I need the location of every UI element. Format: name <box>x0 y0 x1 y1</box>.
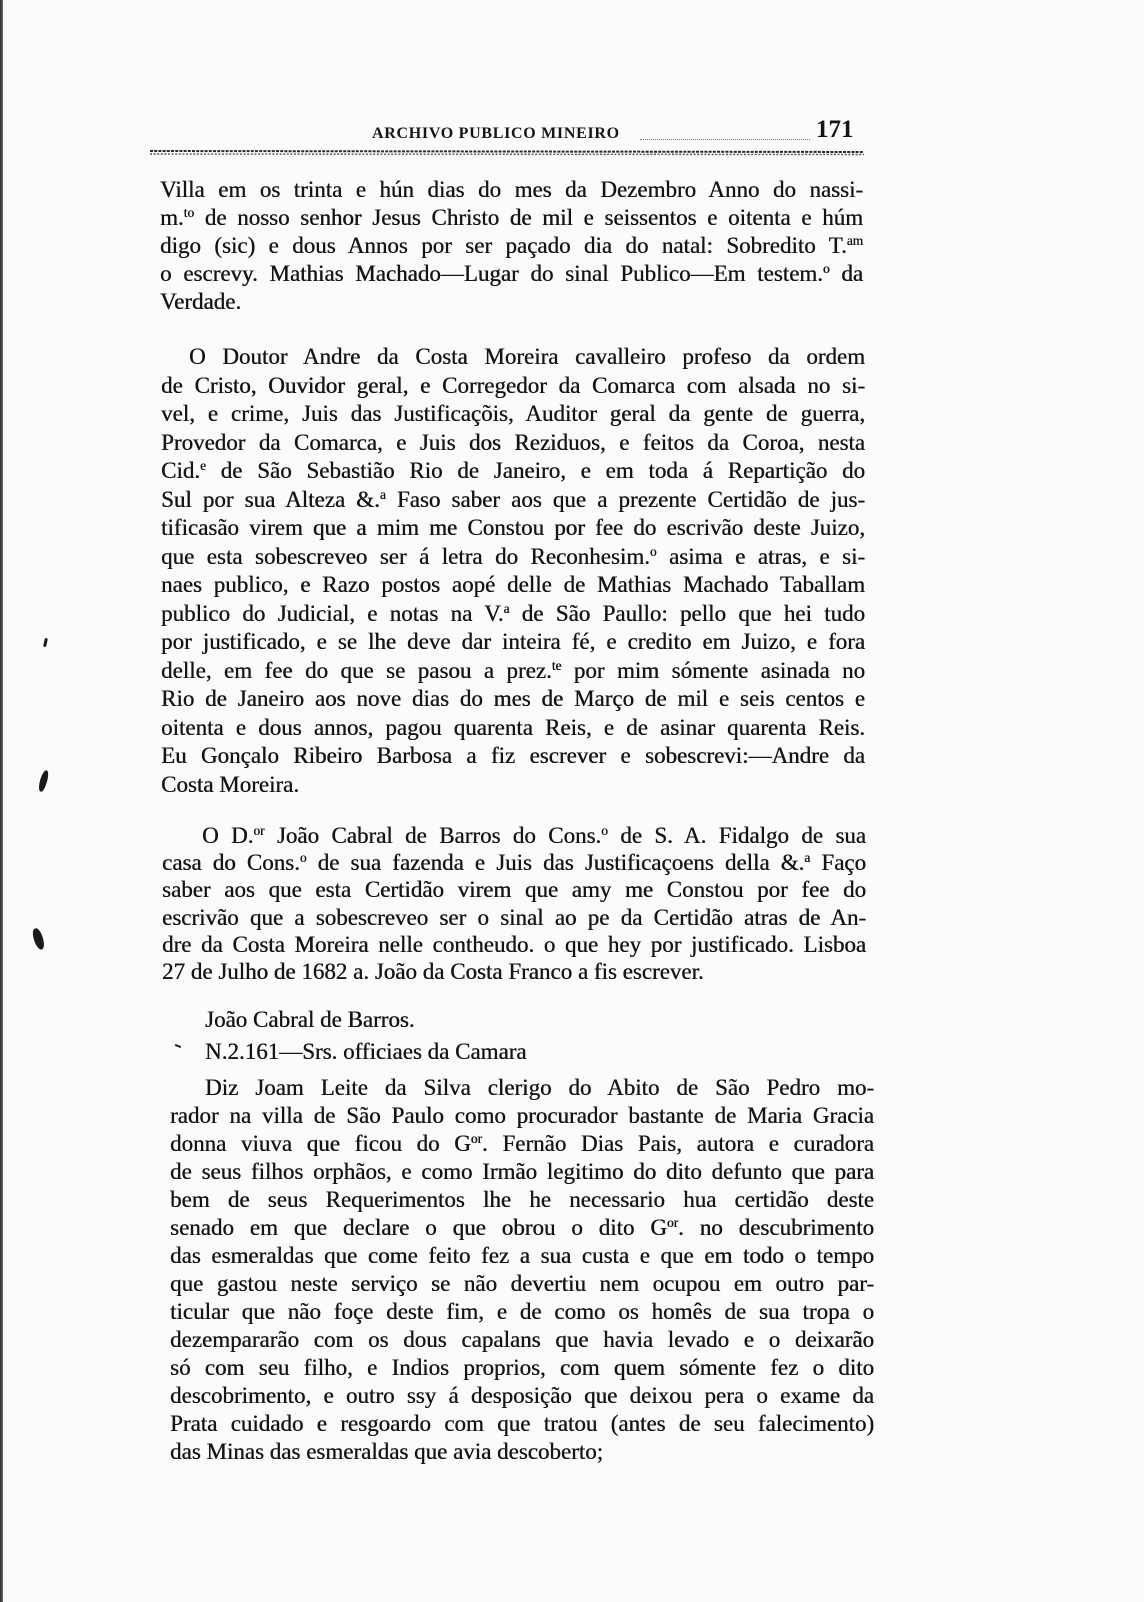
text-line: bem de seus Requerimentos lhe he necessario hua certidão deste <box>170 1187 874 1212</box>
text-line: Verdade. <box>160 289 242 314</box>
text-line: de seus filhos orphãos, e como Irmão legitimo do dito defunto que para <box>170 1159 874 1184</box>
margin-ink-mark <box>31 927 47 951</box>
text-line: só com seu filho, e Indios proprios, com quem sómente fez o dito <box>170 1355 874 1380</box>
margin-ink-mark <box>37 769 50 792</box>
text-line: Provedor da Comarca, e Juis dos Reziduos, e feitos da Coroa, nesta <box>161 429 865 455</box>
text-line: por justificado, e se lhe deve dar inteira fé, e credito em Juizo, e fora <box>161 629 865 654</box>
text-line: Cid.$^e$ de São Sebastião Rio de Janeiro, e em toda á Repartição do <box>161 458 865 483</box>
superscript-abbreviation: e <box>199 458 206 473</box>
text-line: Diz Joam Leite da Silva clerigo do Abito de São Pedro mo- <box>205 1075 874 1100</box>
text-line: o escrevy. Mathias Machado—Lugar do sinal Publico—Em testem.$^o$ da <box>160 261 863 286</box>
document-entry-heading: N.2.161—Srs. officiaes da Camara <box>205 1039 527 1064</box>
margin-dash-mark <box>175 1044 181 1048</box>
text-line: que gastou neste serviço se não devertiu nem ocupou em outro par- <box>170 1271 874 1296</box>
text-line: oitenta e dous annos, pagou quarenta Reis, e de asinar quarenta Reis. <box>161 714 865 740</box>
superscript-abbreviation: to <box>183 205 195 220</box>
margin-ink-mark <box>43 638 48 647</box>
dotted-leader <box>640 139 810 140</box>
text-line: Eu Gonçalo Ribeiro Barbosa a fiz escrever e sobescrevi:—Andre da <box>161 743 865 768</box>
text-line: dezempararão com os dous capalans que havia levado e o deixarão <box>170 1327 874 1352</box>
text-line: saber aos que esta Certidão virem que amy me Constou por fee do <box>162 877 866 903</box>
text-line: que esta sobescreveo ser á letra do Reconhesim.$^o$ asima e atras, e si- <box>161 543 865 569</box>
paragraph-joao-cabral-de-barros <box>162 822 866 985</box>
running-header-title: ARCHIVO PUBLICO MINEIRO <box>372 125 620 142</box>
text-line: Costa Moreira. <box>161 771 299 797</box>
superscript-abbreviation: te <box>551 657 562 673</box>
superscript-abbreviation: or <box>666 1215 679 1230</box>
text-line: Prata cuidado e resgoardo com que tratou (antes de seu falecimento) <box>170 1411 874 1436</box>
text-line: tificasão virem que a mim me Constou por fee do escrivão deste Juizo, <box>161 515 865 540</box>
text-line: O D.$^{or}$ João Cabral de Barros do Cons.$^o$ de S. A. Fidalgo de sua <box>202 823 866 848</box>
text-line: descobrimento, e outro ssy á desposição que deixou pera o exame da <box>170 1383 874 1408</box>
header-rule <box>150 148 864 158</box>
text-line: ticular que não foçe deste fim, e de como os homês de sua tropa o <box>170 1299 874 1324</box>
page-number: 171 <box>816 116 854 143</box>
text-line: Rio de Janeiro aos nove dias do mes de Março de mil e seis centos e <box>161 686 865 711</box>
superscript-abbreviation: a <box>804 850 811 866</box>
signature-line: João Cabral de Barros. <box>205 1007 415 1032</box>
text-line: 27 de Julho de 1682 a. João da Costa Franco a fis escrever. <box>162 959 704 985</box>
superscript-abbreviation: a <box>379 486 386 502</box>
paragraph-certificate-closing <box>160 176 863 316</box>
superscript-abbreviation: or <box>253 823 265 838</box>
text-line: naes publico, e Razo postos aopé delle de Mathias Machado Taballam <box>161 572 865 597</box>
superscript-abbreviation: o <box>601 823 608 838</box>
scan-page-edge <box>0 0 3 1602</box>
superscript-abbreviation: o <box>822 261 830 276</box>
text-line: rador na villa de São Paulo como procurador bastante de Maria Gracia <box>170 1103 874 1128</box>
text-line: vel, e crime, Juis das Justificaçõis, Auditor geral da gente de guerra, <box>161 401 865 426</box>
superscript-abbreviation: o <box>649 543 657 559</box>
text-line: senado em que declare o que obrou o dito $G^{or}$. no descubrimento <box>170 1215 874 1240</box>
paragraph-joam-leite-da-silva <box>170 1074 874 1466</box>
text-line: donna viuva que ficou do $G^{or}$. Fernão Dias Pais, autora e curadora <box>170 1131 874 1156</box>
text-line: Sul por sua Alteza &.$^a$ Faso saber aos que a prezente Certidão de jus- <box>161 486 866 512</box>
superscript-abbreviation: a <box>503 600 510 616</box>
superscript-abbreviation: o <box>299 850 307 866</box>
text-line: m.$^{to}$ de nosso senhor Jesus Christo de mil e seissentos e oitenta e húm <box>160 205 863 230</box>
text-line: publico do Judicial, e notas na V.$^a$ de São Paullo: pello que hei tudo <box>161 600 865 626</box>
text-line: escrivão que a sobescreveo ser o sinal ao pe da Certidão atras de An- <box>162 904 866 930</box>
superscript-abbreviation: am <box>846 233 863 248</box>
paragraph-andre-da-costa-moreira <box>161 343 865 799</box>
text-line: digo (sic) e dous Annos por ser paçado dia do natal: Sobredito T.$^{am}$ <box>160 233 863 258</box>
text-line: casa do Cons.$^o$ de sua fazenda e Juis das Justificaçoens della &.$^a$ Faço <box>162 850 866 876</box>
text-line: delle, em fee do que se pasou a prez.$^{te}$ por mim sómente asinada no <box>161 657 865 683</box>
superscript-abbreviation: or <box>470 1131 482 1146</box>
text-line: das esmeraldas que come feito fez a sua custa e que em todo o tempo <box>170 1243 874 1268</box>
text-line: dre da Costa Moreira nelle contheudo. o que hey por justificado. Lisboa <box>162 931 866 957</box>
text-line: O Doutor Andre da Costa Moreira cavalleiro profeso da ordem <box>189 344 865 369</box>
text-line: Villa em os trinta e hún dias do mes da Dezembro Anno do nassi- <box>160 177 863 202</box>
text-line: das Minas das esmeraldas que avia descoberto; <box>170 1439 604 1464</box>
text-line: de Cristo, Ouvidor geral, e Corregedor da Comarca com alsada no si- <box>161 372 865 398</box>
